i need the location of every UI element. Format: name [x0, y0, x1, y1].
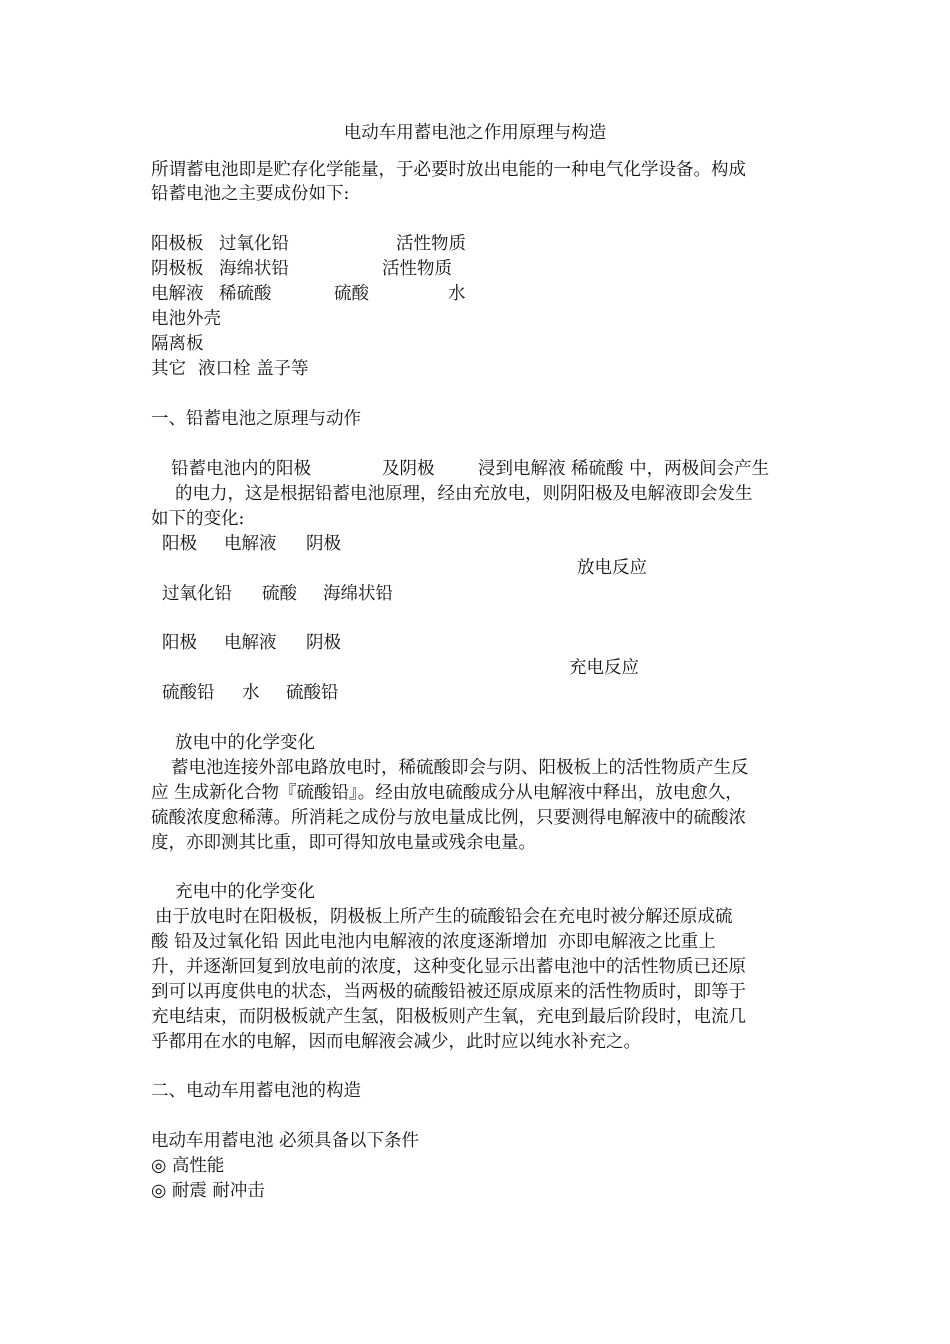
- component-name: 阴极板: [151, 259, 204, 279]
- reaction-product: 海绵状铅: [323, 584, 393, 604]
- intro-line-1: 所谓蓄电池即是贮存化学能量，于必要时放出电能的一种电气化学设备。构成: [151, 160, 746, 180]
- reaction-product: 硫酸铅: [286, 683, 339, 703]
- reaction-header: 阳极: [162, 534, 197, 554]
- bullet-item: ◎ 高性能: [151, 1156, 225, 1176]
- component-name: 电解液: [151, 284, 204, 304]
- component-material: 过氧化铅: [219, 234, 289, 254]
- paragraph-line: 充电结束，而阴极板就产生氢，阳极板则产生氧，充电到最后阶段时，电流几: [151, 1007, 746, 1027]
- reaction-header: 电解液: [224, 534, 277, 554]
- paragraph-line: 蓄电池连接外部电路放电时，稀硫酸即会与阴、阳极板上的活性物质产生反: [171, 758, 749, 778]
- paragraph-line: 酸 铅及过氧化铅 因此电池内电解液的浓度逐渐增加 亦即电解液之比重上: [151, 932, 716, 952]
- reaction-label: 充电反应: [569, 658, 639, 678]
- section-heading: 二、电动车用蓄电池的构造: [151, 1081, 361, 1101]
- reaction-label: 放电反应: [577, 558, 647, 578]
- paragraph-line: 电动车用蓄电池 必须具备以下条件: [151, 1131, 420, 1151]
- document-title: 电动车用蓄电池之作用原理与构造: [343, 123, 607, 143]
- intro-line-2: 铅蓄电池之主要成份如下:: [151, 184, 350, 204]
- component-note: 活性物质: [382, 259, 452, 279]
- reaction-header: 电解液: [224, 633, 277, 653]
- paragraph-line: 由于放电时在阳极板，阴极板上所产生的硫酸铅会在充电时被分解还原成硫: [155, 907, 733, 927]
- reaction-product: 水: [242, 683, 260, 703]
- paragraph-line: 到可以再度供电的状态，当两极的硫酸铅被还原成原来的活性物质时，即等于: [151, 982, 746, 1002]
- reaction-product: 硫酸铅: [162, 683, 215, 703]
- subsection-heading: 充电中的化学变化: [175, 882, 315, 902]
- paragraph-fragment: 及阴极: [382, 459, 435, 479]
- section-heading: 一、铅蓄电池之原理与动作: [151, 409, 361, 429]
- paragraph-line: 硫酸浓度愈稀薄。所消耗之成份与放电量成比例，只要测得电解液中的硫酸浓: [151, 808, 746, 828]
- component-extra: 水: [448, 284, 466, 304]
- component-note: 硫酸: [334, 284, 369, 304]
- paragraph-line: 如下的变化:: [151, 509, 245, 529]
- reaction-header: 阴极: [306, 633, 341, 653]
- component-material: 海绵状铅: [219, 259, 289, 279]
- component-material: 液口栓 盖子等: [198, 359, 309, 379]
- paragraph-fragment: 铅蓄电池内的阳极: [171, 459, 311, 479]
- paragraph-line: 度，亦即测其比重，即可得知放电量或残余电量。: [151, 833, 536, 853]
- subsection-heading: 放电中的化学变化: [175, 733, 315, 753]
- paragraph-fragment: 浸到电解液 稀硫酸 中，两极间会产生: [478, 459, 770, 479]
- reaction-header: 阴极: [306, 534, 341, 554]
- paragraph-line: 应 生成新化合物『硫酸铅』。经由放电硫酸成分从电解液中释出，放电愈久，: [151, 783, 743, 803]
- paragraph-line: 乎都用在水的电解，因而电解液会减少，此时应以纯水补充之。: [151, 1032, 641, 1052]
- component-name: 电池外壳: [151, 309, 221, 329]
- component-note: 活性物质: [396, 234, 466, 254]
- component-name: 隔离板: [151, 334, 204, 354]
- reaction-product: 过氧化铅: [162, 584, 232, 604]
- reaction-header: 阳极: [162, 633, 197, 653]
- paragraph-line: 的电力，这是根据铅蓄电池原理，经由充放电，则阴阳极及电解液即会发生: [175, 484, 753, 504]
- component-name: 阳极板: [151, 234, 204, 254]
- component-material: 稀硫酸: [219, 284, 272, 304]
- paragraph-line: 升，并逐渐回复到放电前的浓度，这种变化显示出蓄电池中的活性物质已还原: [151, 957, 746, 977]
- component-name: 其它: [151, 359, 186, 379]
- bullet-item: ◎ 耐震 耐冲击: [151, 1181, 265, 1201]
- reaction-product: 硫酸: [262, 584, 297, 604]
